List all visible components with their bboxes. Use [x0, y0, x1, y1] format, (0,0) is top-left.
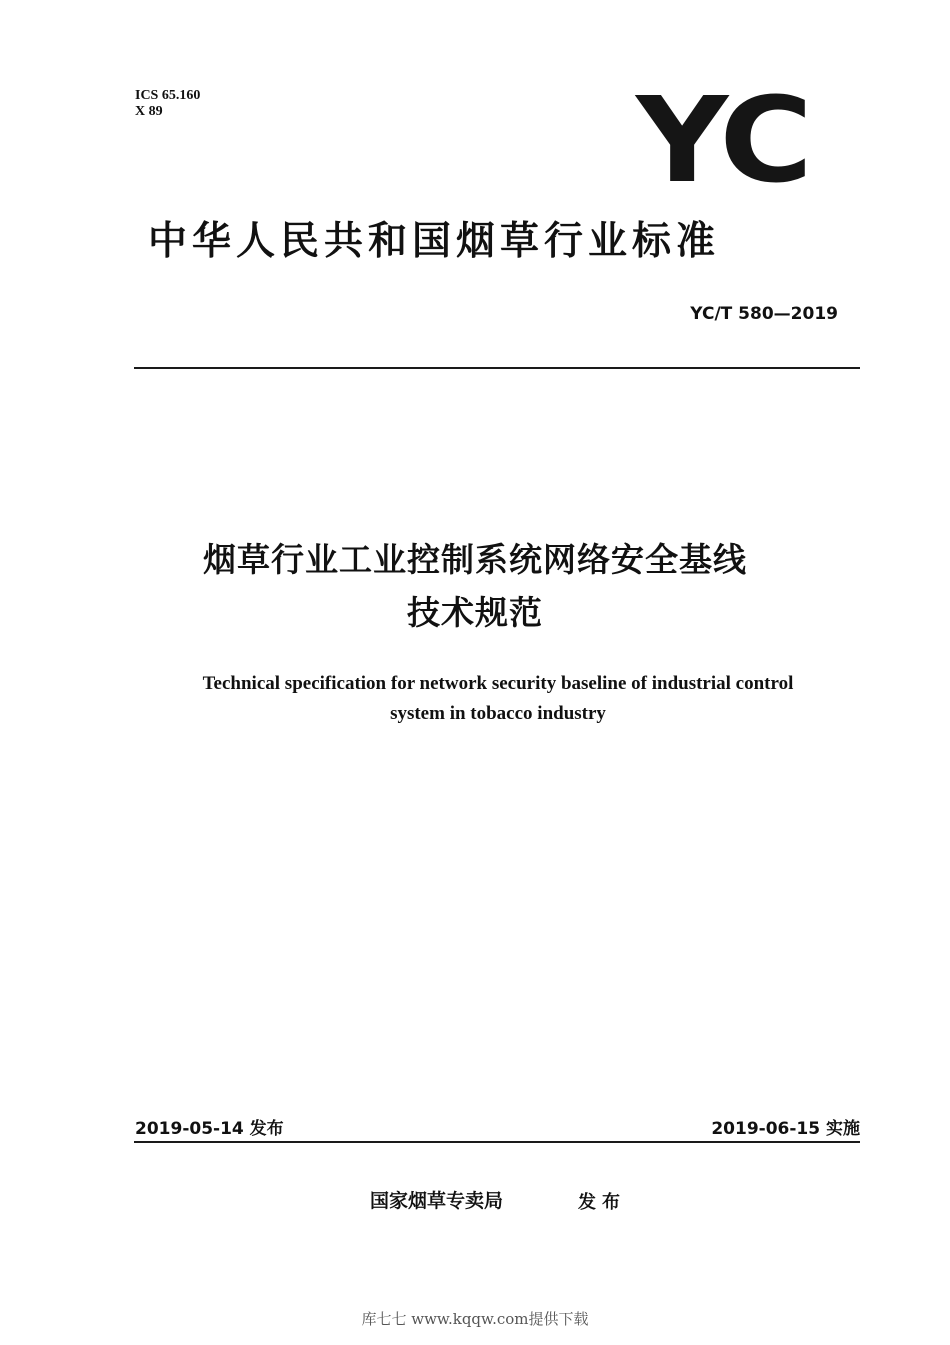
title-en-line1: Technical specification for network security baseline of industrial control — [202, 673, 794, 694]
classification-codes — [135, 88, 200, 120]
standard-number: YC/T 580—2019 — [690, 304, 838, 324]
title-cn-line2: 技术规范 — [407, 593, 543, 632]
implementation-date: 2019-06-15 实施 — [711, 1119, 860, 1139]
ics-code: ICS 65.160 — [135, 88, 201, 103]
issue-date: 2019-05-14 发布 — [135, 1119, 284, 1139]
download-watermark: 库七七 www.kqqw.com提供下载 — [361, 1310, 589, 1328]
publisher-name: 国家烟草专卖局 — [370, 1190, 504, 1212]
yc-logo: YC — [636, 71, 809, 209]
title-en-line2: system in tobacco industry — [390, 703, 606, 724]
header-divider — [134, 367, 860, 369]
title-cn-line1: 烟草行业工业控制系统网络安全基线 — [203, 540, 747, 579]
footer-divider — [134, 1141, 860, 1143]
publish-label: 发布 — [578, 1192, 626, 1213]
ccs-code: X 89 — [135, 104, 163, 119]
standard-category-title: 中华人民共和国烟草行业标准 — [148, 219, 721, 264]
